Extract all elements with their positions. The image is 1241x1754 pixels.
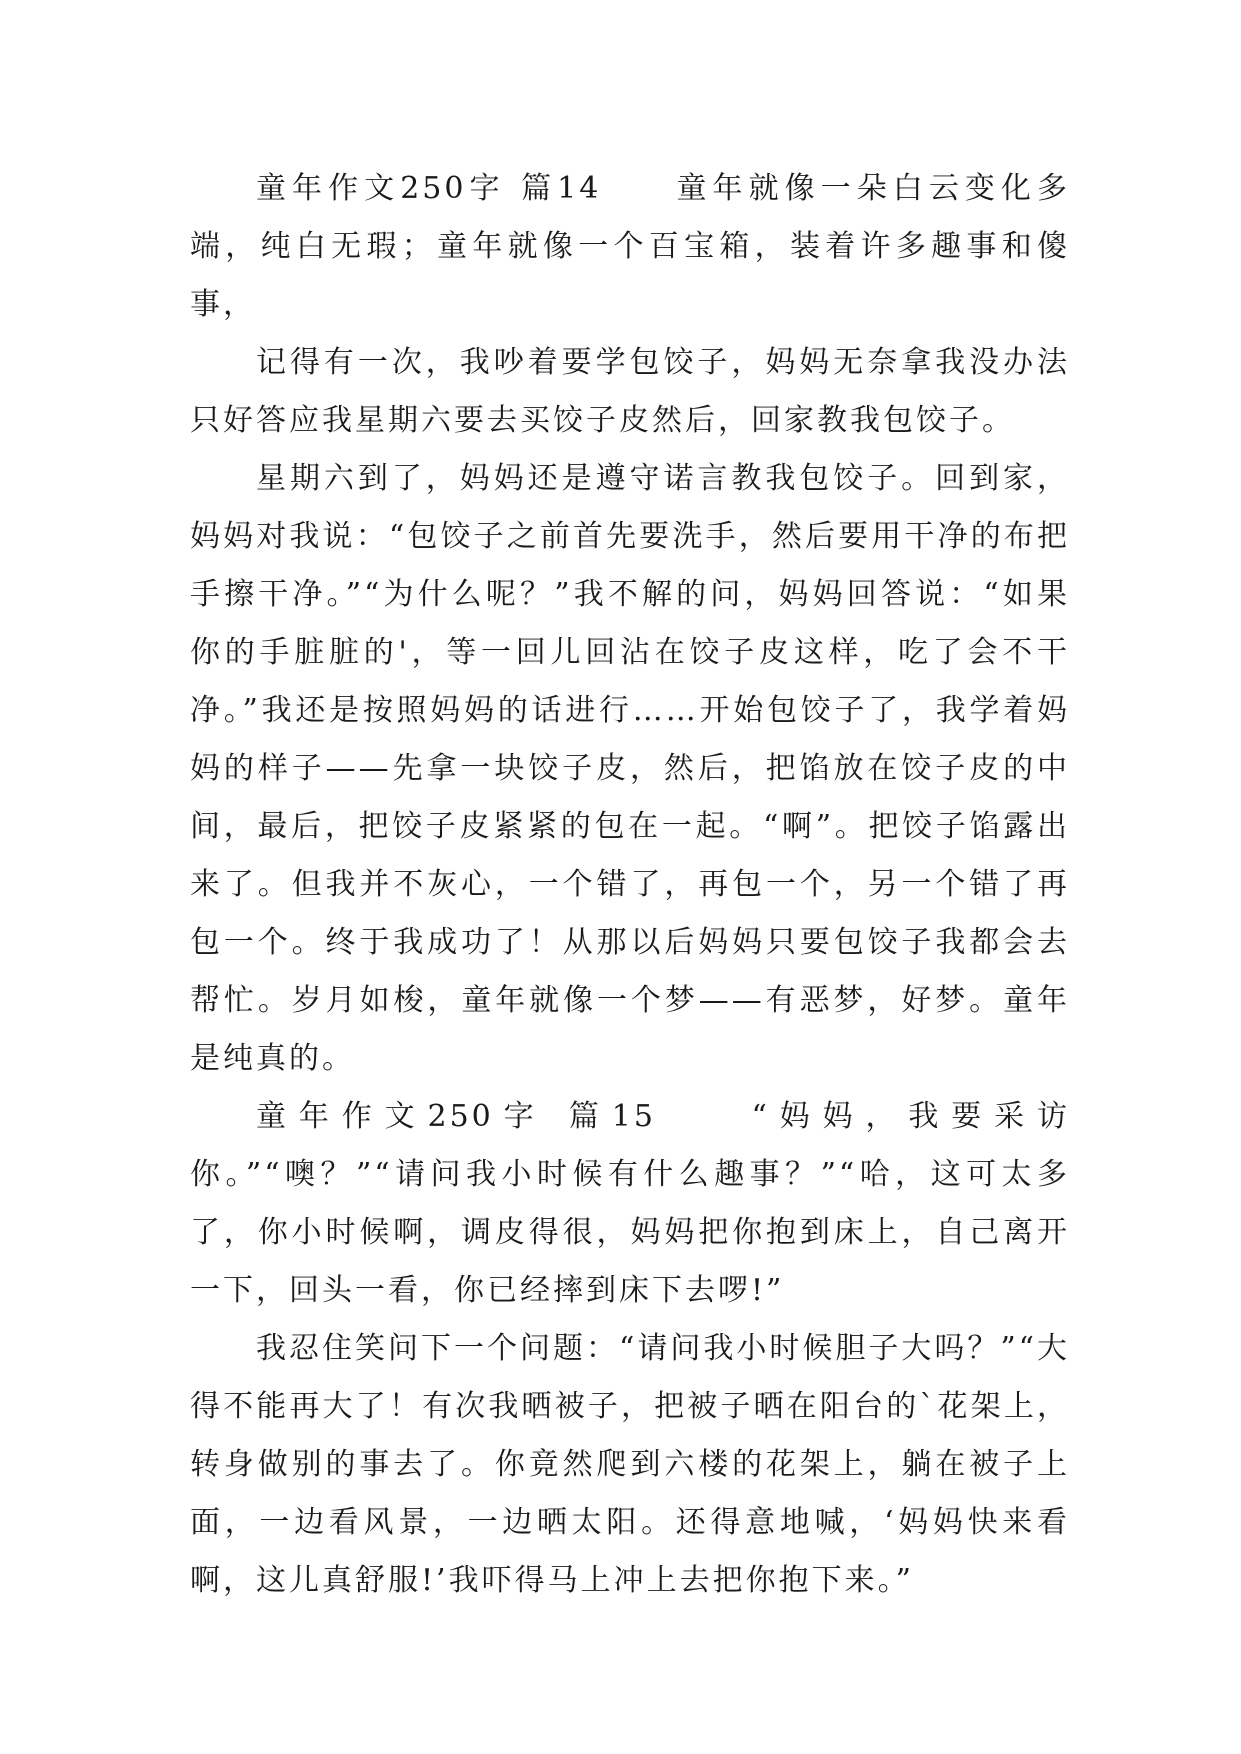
paragraph: 我忍住笑问下一个问题：“请问我小时候胆子大吗？”“大得不能再大了！有次我晒被子，把被子晒在阳台的`花架上，转身做别的事去了。你竟然爬到六楼的花架上，躺在被子上面，一边看风景，一边晒太阳。还得意地喊，‘妈妈快来看啊，这儿真舒服!’我吓得马上冲上去把你抱下来。” <box>190 1331 1071 1598</box>
paragraph: 童年作文250字 篇15 “妈妈，我要采访你。”“噢？”“请问我小时候有什么趣事？”“哈，这可太多了，你小时候啊，调皮得很，妈妈把你抱到床上，自己离开一下，回头一看，你已经摔到床下去啰!” <box>190 1099 1070 1308</box>
paragraph: 星期六到了，妈妈还是遵守诺言教我包饺子。回到家，妈妈对我说：“包饺子之前首先要洗手，然后要用干净的布把手擦干净。”“为什么呢？”我不解的问，妈妈回答说：“如果你的手脏脏的'，等一回儿回沾在饺子皮这样，吃了会不干净。”我还是按照妈妈的话进行……开始包饺子了，我学着妈妈的样子——先拿一块饺子皮，然后，把馅放在饺子皮的中间，最后，把饺子皮紧紧的包在一起。“啊”。把饺子馅露出来了。但我并不灰心，一个错了，再包一个，另一个错了再包一个。终于我成功了！从那以后妈妈只要包饺子我都会去帮忙。岁月如梭，童年就像一个梦——有恶梦，好梦。童年是纯真的。 <box>190 461 1070 1076</box>
document-body <box>190 160 1070 1610</box>
paragraph: 记得有一次，我吵着要学包饺子，妈妈无奈拿我没办法只好答应我星期六要去买饺子皮然后，回家教我包饺子。 <box>190 345 1070 438</box>
paragraph: 童年作文250字 篇14 童年就像一朵白云变化多端，纯白无瑕；童年就像一个百宝箱，装着许多趣事和傻事， <box>190 171 1070 322</box>
